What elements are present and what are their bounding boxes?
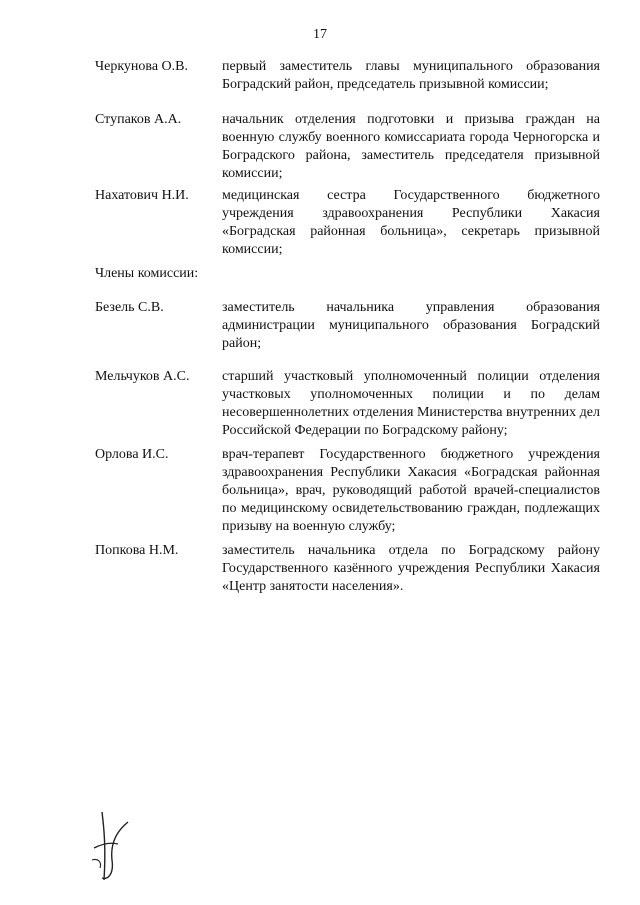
signature-mark (84, 808, 144, 888)
person-name: Ступаков А.А. (95, 112, 182, 127)
person-name: Безель С.В. (95, 300, 164, 315)
person-role: медицинская сестра Государственного бюджетного учреждения здравоохранения Республики Хакасия «Боградская районная больница», секретарь призывной комиссии; (222, 188, 600, 257)
person-name: Мельчуков А.С. (95, 369, 190, 384)
person-name: Орлова И.С. (95, 447, 169, 462)
person-role: заместитель начальника управления образования администрации муниципального образования Боградский район; (222, 300, 600, 351)
members-heading: Члены комиссии: (95, 266, 199, 281)
person-role: начальник отделения подготовки и призыва граждан на военную службу военного комиссариата города Черногорска и Боградского района, заместитель председателя призывной комиссии; (222, 112, 600, 181)
person-name: Попкова Н.М. (95, 543, 179, 558)
person-role: старший участковый уполномоченный полиции отделения участковых уполномоченных полиции и по делам несовершеннолетних отделения Министерства внутренних дел Российской Федерации по Боградскому району; (222, 369, 600, 438)
person-role: врач-терапевт Государственного бюджетного учреждения здравоохранения Республики Хакасия «Боградская районная больница», врач, руководящий работой врачей-специалистов по медицинскому освидетельствованию граждан, подлежащих призыву на военную службу; (222, 447, 600, 534)
page-number: 17 (313, 27, 327, 42)
person-name: Нахатович Н.И. (95, 188, 189, 203)
person-role: заместитель начальника отдела по Боградскому району Государственного казённого учреждения Республики Хакасия «Центр занятости населения». (222, 543, 600, 594)
person-role: первый заместитель главы муниципального образования Боградский район, председатель призывной комиссии; (222, 59, 600, 92)
person-name: Черкунова О.В. (95, 59, 188, 74)
